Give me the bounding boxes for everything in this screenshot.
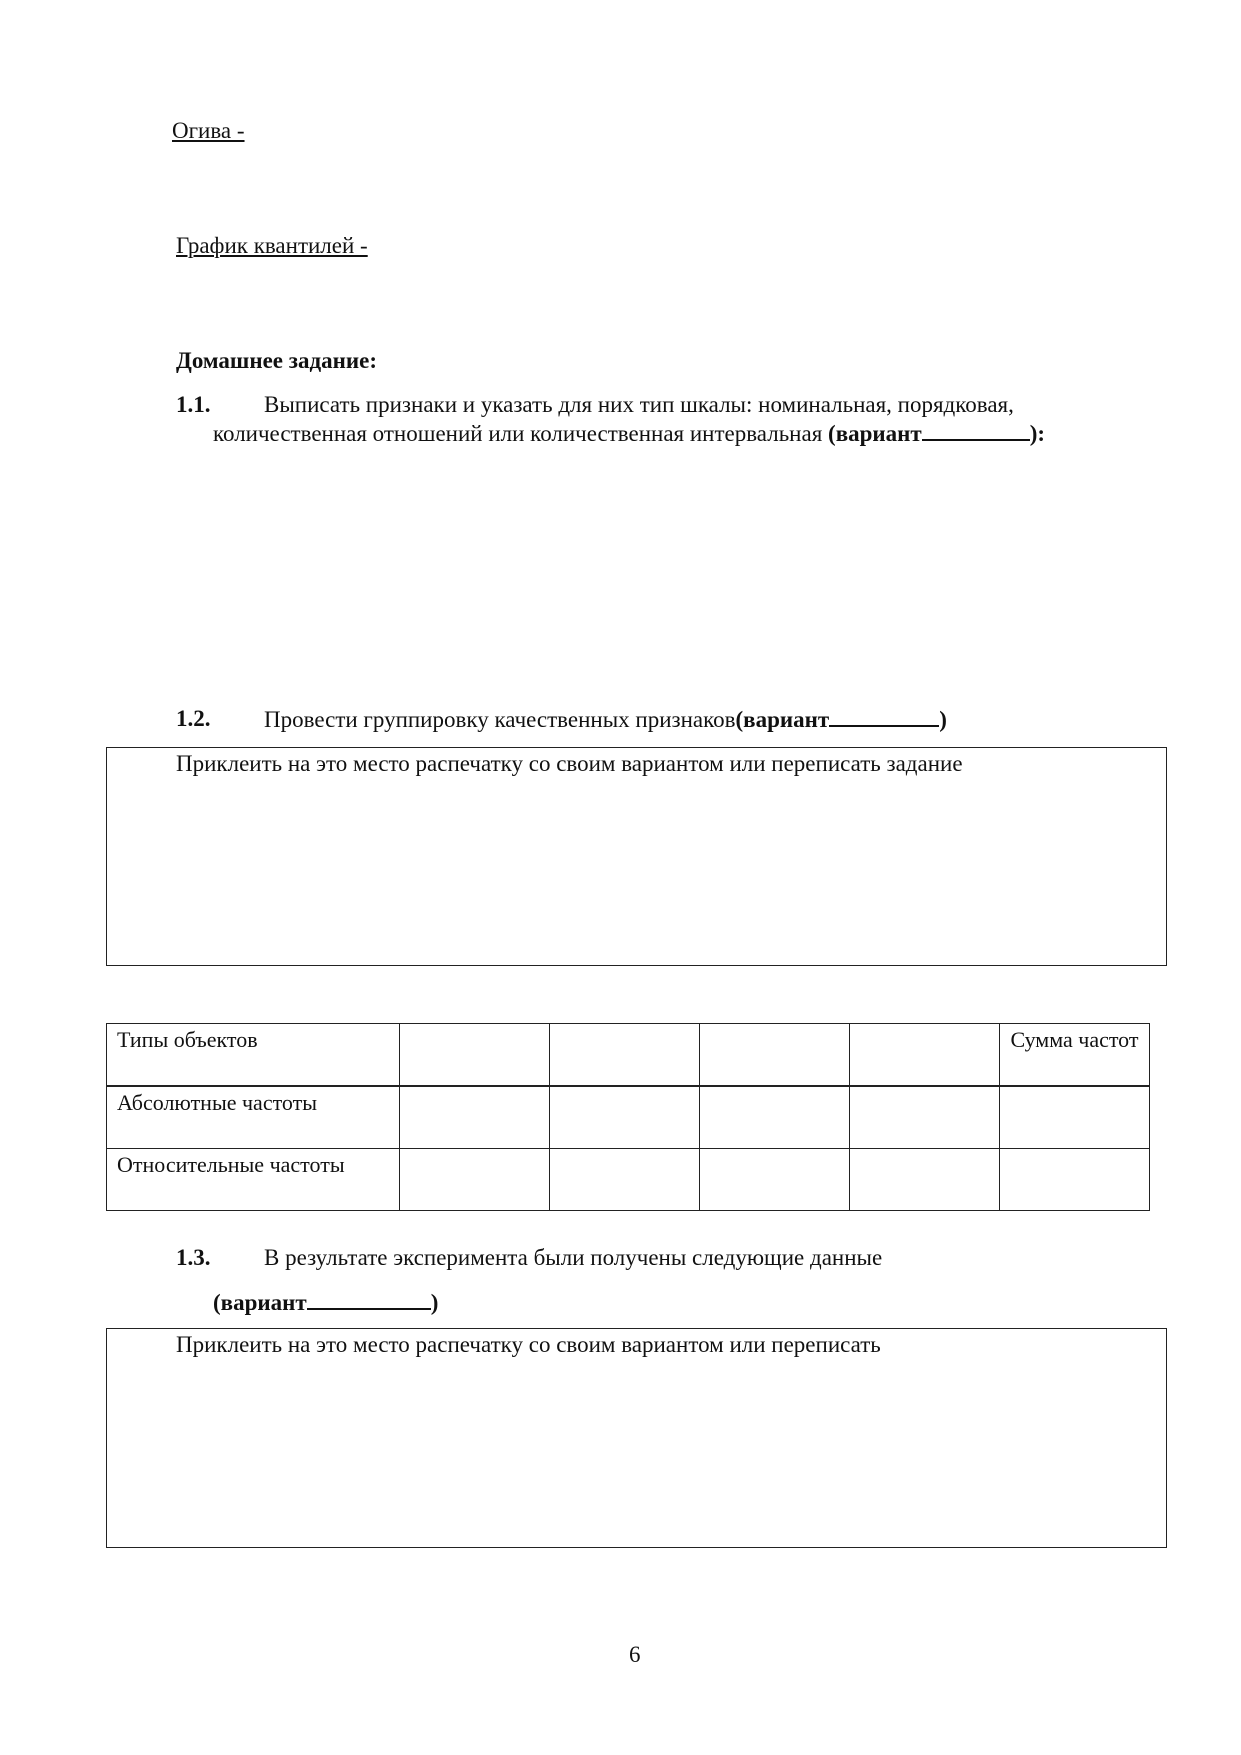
task-1-1-variant-blank[interactable]	[922, 419, 1030, 441]
task-1-3-paste-box[interactable]	[106, 1328, 1167, 1548]
homework-heading: Домашнее задание:	[176, 348, 377, 373]
task-1-2-text: Провести группировку качественных признаков	[264, 707, 736, 732]
task-1-2-variant-blank[interactable]	[829, 705, 939, 727]
table-cell[interactable]	[1000, 1149, 1150, 1211]
task-1-1-number: 1.1.	[176, 392, 211, 417]
page-number: 6	[629, 1642, 641, 1667]
task-1-1-variant-label: (вариант	[828, 421, 922, 446]
table-cell[interactable]	[850, 1024, 1000, 1087]
absolute-frequencies-label: Абсолютные частоты	[107, 1086, 400, 1149]
task-1-3-suffix: )	[430, 1290, 439, 1315]
table-row-absolute-frequencies	[107, 1086, 1150, 1149]
sum-of-frequencies-header: Сумма частот	[1000, 1024, 1150, 1087]
table-cell[interactable]	[1000, 1086, 1150, 1149]
object-types-label: Типы объектов	[107, 1024, 400, 1087]
frequency-table	[106, 1023, 1150, 1211]
task-1-2-line	[264, 705, 947, 734]
task-1-1-line2-text: количественная отношений или количественная интервальная	[213, 421, 829, 446]
table-cell[interactable]	[400, 1086, 550, 1149]
table-cell[interactable]	[700, 1149, 850, 1211]
task-1-3-variant-label: (вариант	[213, 1290, 307, 1315]
ogive-definition: Огива -	[172, 118, 245, 143]
table-cell[interactable]	[850, 1149, 1000, 1211]
task-1-3-variant-blank[interactable]	[307, 1288, 431, 1310]
task-1-3-text: В результате эксперимента были получены следующие данные	[264, 1245, 883, 1270]
task-1-2-box-text: Приклеить на это место распечатку со своим вариантом или переписать задание	[176, 751, 963, 776]
table-cell[interactable]	[550, 1149, 700, 1211]
table-cell[interactable]	[550, 1086, 700, 1149]
table-cell[interactable]	[400, 1149, 550, 1211]
task-1-3-box-text: Приклеить на это место распечатку со своим вариантом или переписать	[176, 1332, 881, 1357]
quantile-plot-definition: График квантилей -	[176, 233, 368, 258]
table-cell[interactable]	[400, 1024, 550, 1087]
table-row-relative-frequencies	[107, 1149, 1150, 1211]
task-1-1-line1: Выписать признаки и указать для них тип шкалы: номинальная, порядковая,	[264, 392, 1014, 417]
table-cell[interactable]	[700, 1086, 850, 1149]
task-1-2-paste-box[interactable]	[106, 747, 1167, 966]
table-cell[interactable]	[550, 1024, 700, 1087]
task-1-2-number: 1.2.	[176, 706, 211, 731]
table-row-object-types	[107, 1024, 1150, 1087]
task-1-1-line2	[213, 419, 1045, 448]
task-1-1-suffix: ):	[1029, 421, 1046, 446]
task-1-2-suffix: )	[939, 707, 947, 732]
table-cell[interactable]	[850, 1086, 1000, 1149]
task-1-2-variant-label: (вариант	[735, 707, 830, 732]
relative-frequencies-label: Относительные частоты	[107, 1149, 400, 1211]
task-1-3-number: 1.3.	[176, 1245, 211, 1270]
table-cell[interactable]	[700, 1024, 850, 1087]
task-1-3-variant-line	[213, 1288, 438, 1317]
